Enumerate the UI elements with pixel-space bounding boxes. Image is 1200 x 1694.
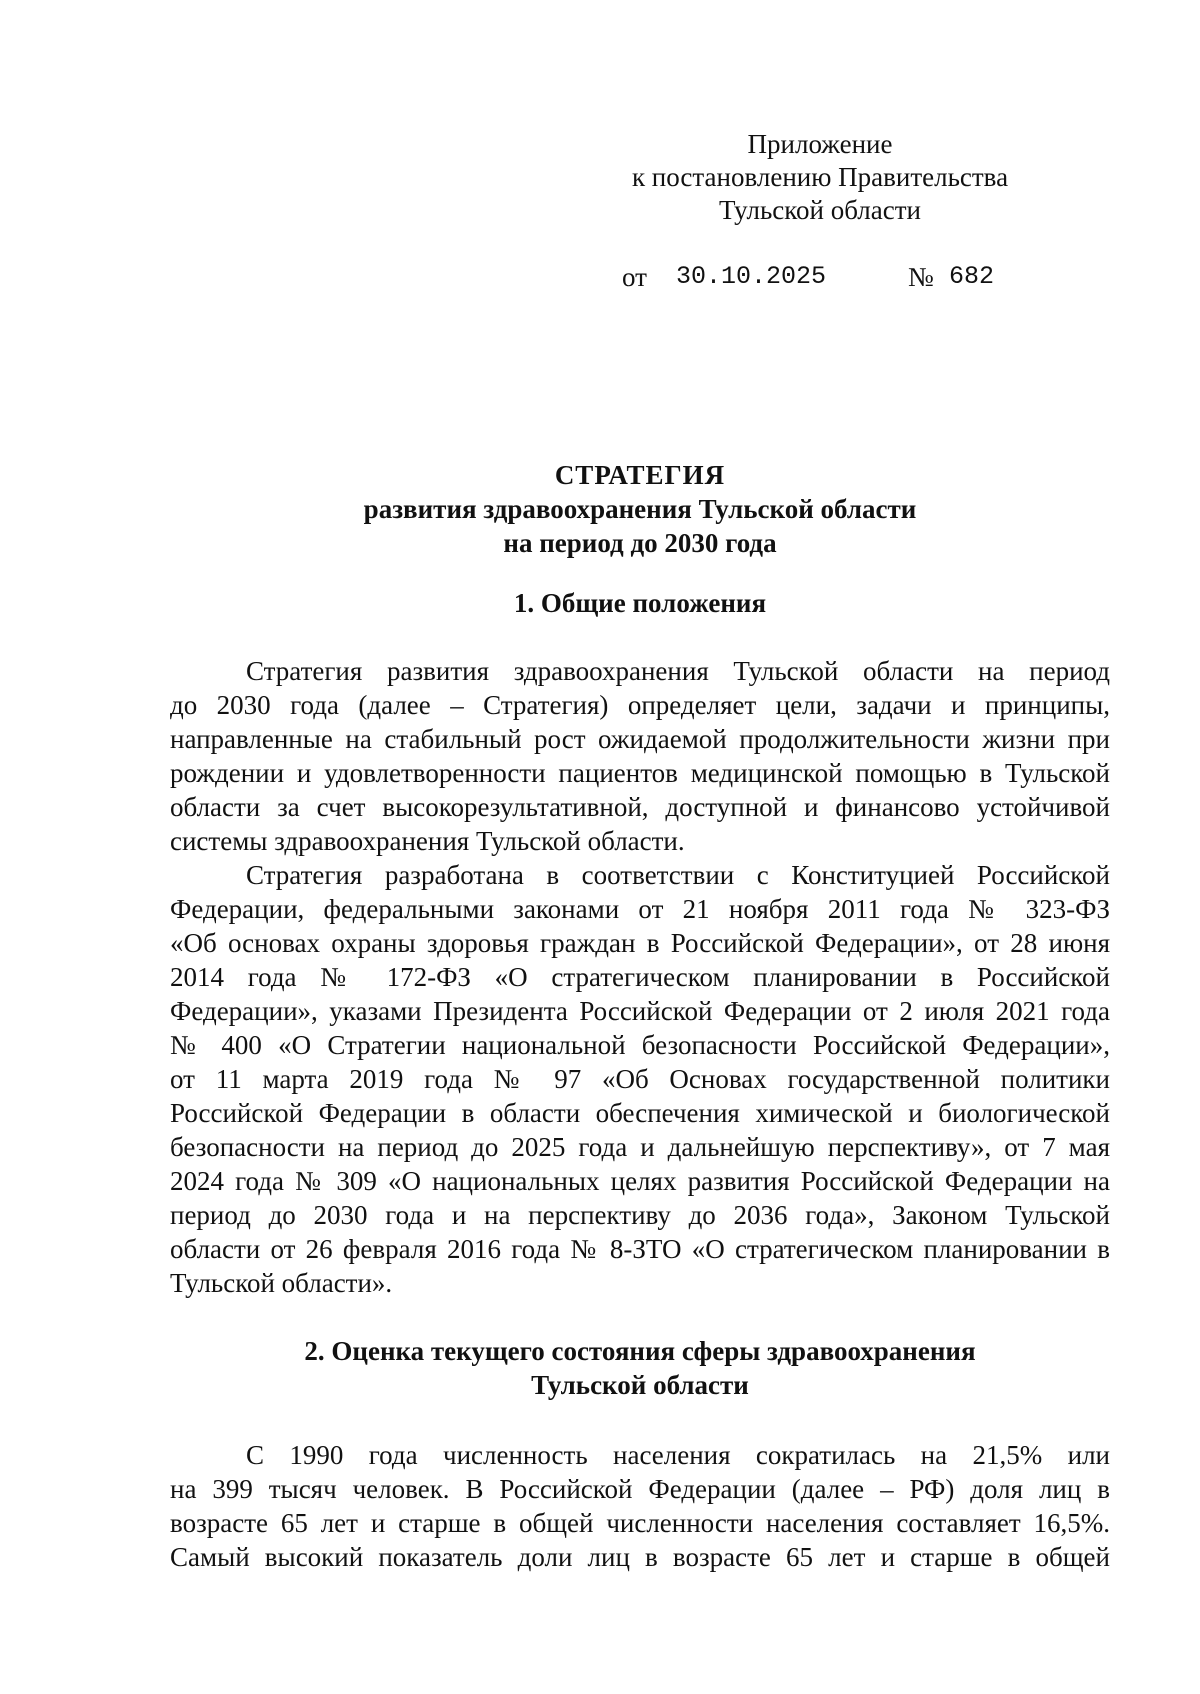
text-line: Стратегия развития здравоохранения Тульской области на период	[246, 656, 1110, 686]
text-line: до 2030 года (далее – Стратегия) определяет цели, задачи и принципы,	[170, 690, 1110, 720]
text-line: возрасте 65 лет и старше в общей численности населения составляет 16,5%.	[170, 1508, 1110, 1538]
registration-number-label: №	[908, 262, 934, 292]
registration-number: 682	[949, 262, 995, 291]
text-line: период до 2030 года и на перспективу до 2036 года», Законом Тульской	[170, 1200, 1110, 1230]
section-heading-text: Тульской области	[531, 1370, 749, 1400]
section-1-heading	[170, 586, 1110, 620]
section-2-body	[170, 1438, 1110, 1574]
text-line: № 400 «О Стратегии национальной безопасности Российской Федерации»,	[170, 1030, 1110, 1060]
appendix-line: Тульской области	[719, 195, 921, 225]
text-line: «Об основах охраны здоровья граждан в Российской Федерации», от 28 июня	[170, 928, 1110, 958]
title-subtitle: на период до 2030 года	[503, 528, 777, 558]
text-line: рождении и удовлетворенности пациентов медицинской помощью в Тульской	[170, 758, 1110, 788]
text-line: направленные на стабильный рост ожидаемой продолжительности жизни при	[170, 724, 1110, 754]
text-line: на 399 тысяч человек. В Российской Федерации (далее – РФ) доля лиц в	[170, 1474, 1110, 1504]
title-subtitle: развития здравоохранения Тульской области	[363, 494, 917, 524]
text-line: Стратегия разработана в соответствии с Конституцией Российской	[246, 860, 1110, 890]
text-line: Тульской области».	[170, 1268, 393, 1298]
text-line: безопасности на период до 2025 года и дальнейшую перспективу», от 7 мая	[170, 1132, 1110, 1162]
text-line: 2024 года № 309 «О национальных целях развития Российской Федерации на	[170, 1166, 1110, 1196]
text-line: от 11 марта 2019 года № 97 «Об Основах государственной политики	[170, 1064, 1110, 1094]
document-title	[170, 458, 1110, 560]
text-line: системы здравоохранения Тульской области.	[170, 826, 685, 856]
section-heading-text: 2. Оценка текущего состояния сферы здравоохранения	[304, 1336, 976, 1366]
text-line: Самый высокий показатель доли лиц в возрасте 65 лет и старше в общей	[170, 1542, 1110, 1572]
section-1-body	[170, 654, 1110, 1300]
text-line: 2014 года № 172-ФЗ «О стратегическом планировании в Российской	[170, 962, 1110, 992]
section-heading-text: 1. Общие положения	[513, 588, 767, 618]
appendix-line: Приложение	[747, 129, 893, 159]
registration-date: 30.10.2025	[676, 262, 827, 291]
appendix-header	[600, 128, 1040, 227]
text-line: Федерации, федеральными законами от 21 ноября 2011 года № 323-ФЗ	[170, 894, 1110, 924]
appendix-line: к постановлению Правительства	[631, 162, 1009, 192]
registration-prefix: от	[622, 262, 647, 292]
text-line: Российской Федерации в области обеспечения химической и биологической	[170, 1098, 1110, 1128]
text-line: С 1990 года численность населения сократилась на 21,5% или	[246, 1440, 1110, 1470]
section-2-heading	[170, 1334, 1110, 1402]
text-line: области от 26 февраля 2016 года № 8-ЗТО «О стратегическом планировании в	[170, 1234, 1110, 1264]
text-line: Федерации», указами Президента Российской Федерации от 2 июля 2021 года	[170, 996, 1110, 1026]
text-line: области за счет высокорезультативной, доступной и финансово устойчивой	[170, 792, 1110, 822]
title-main: СТРАТЕГИЯ	[554, 460, 726, 490]
